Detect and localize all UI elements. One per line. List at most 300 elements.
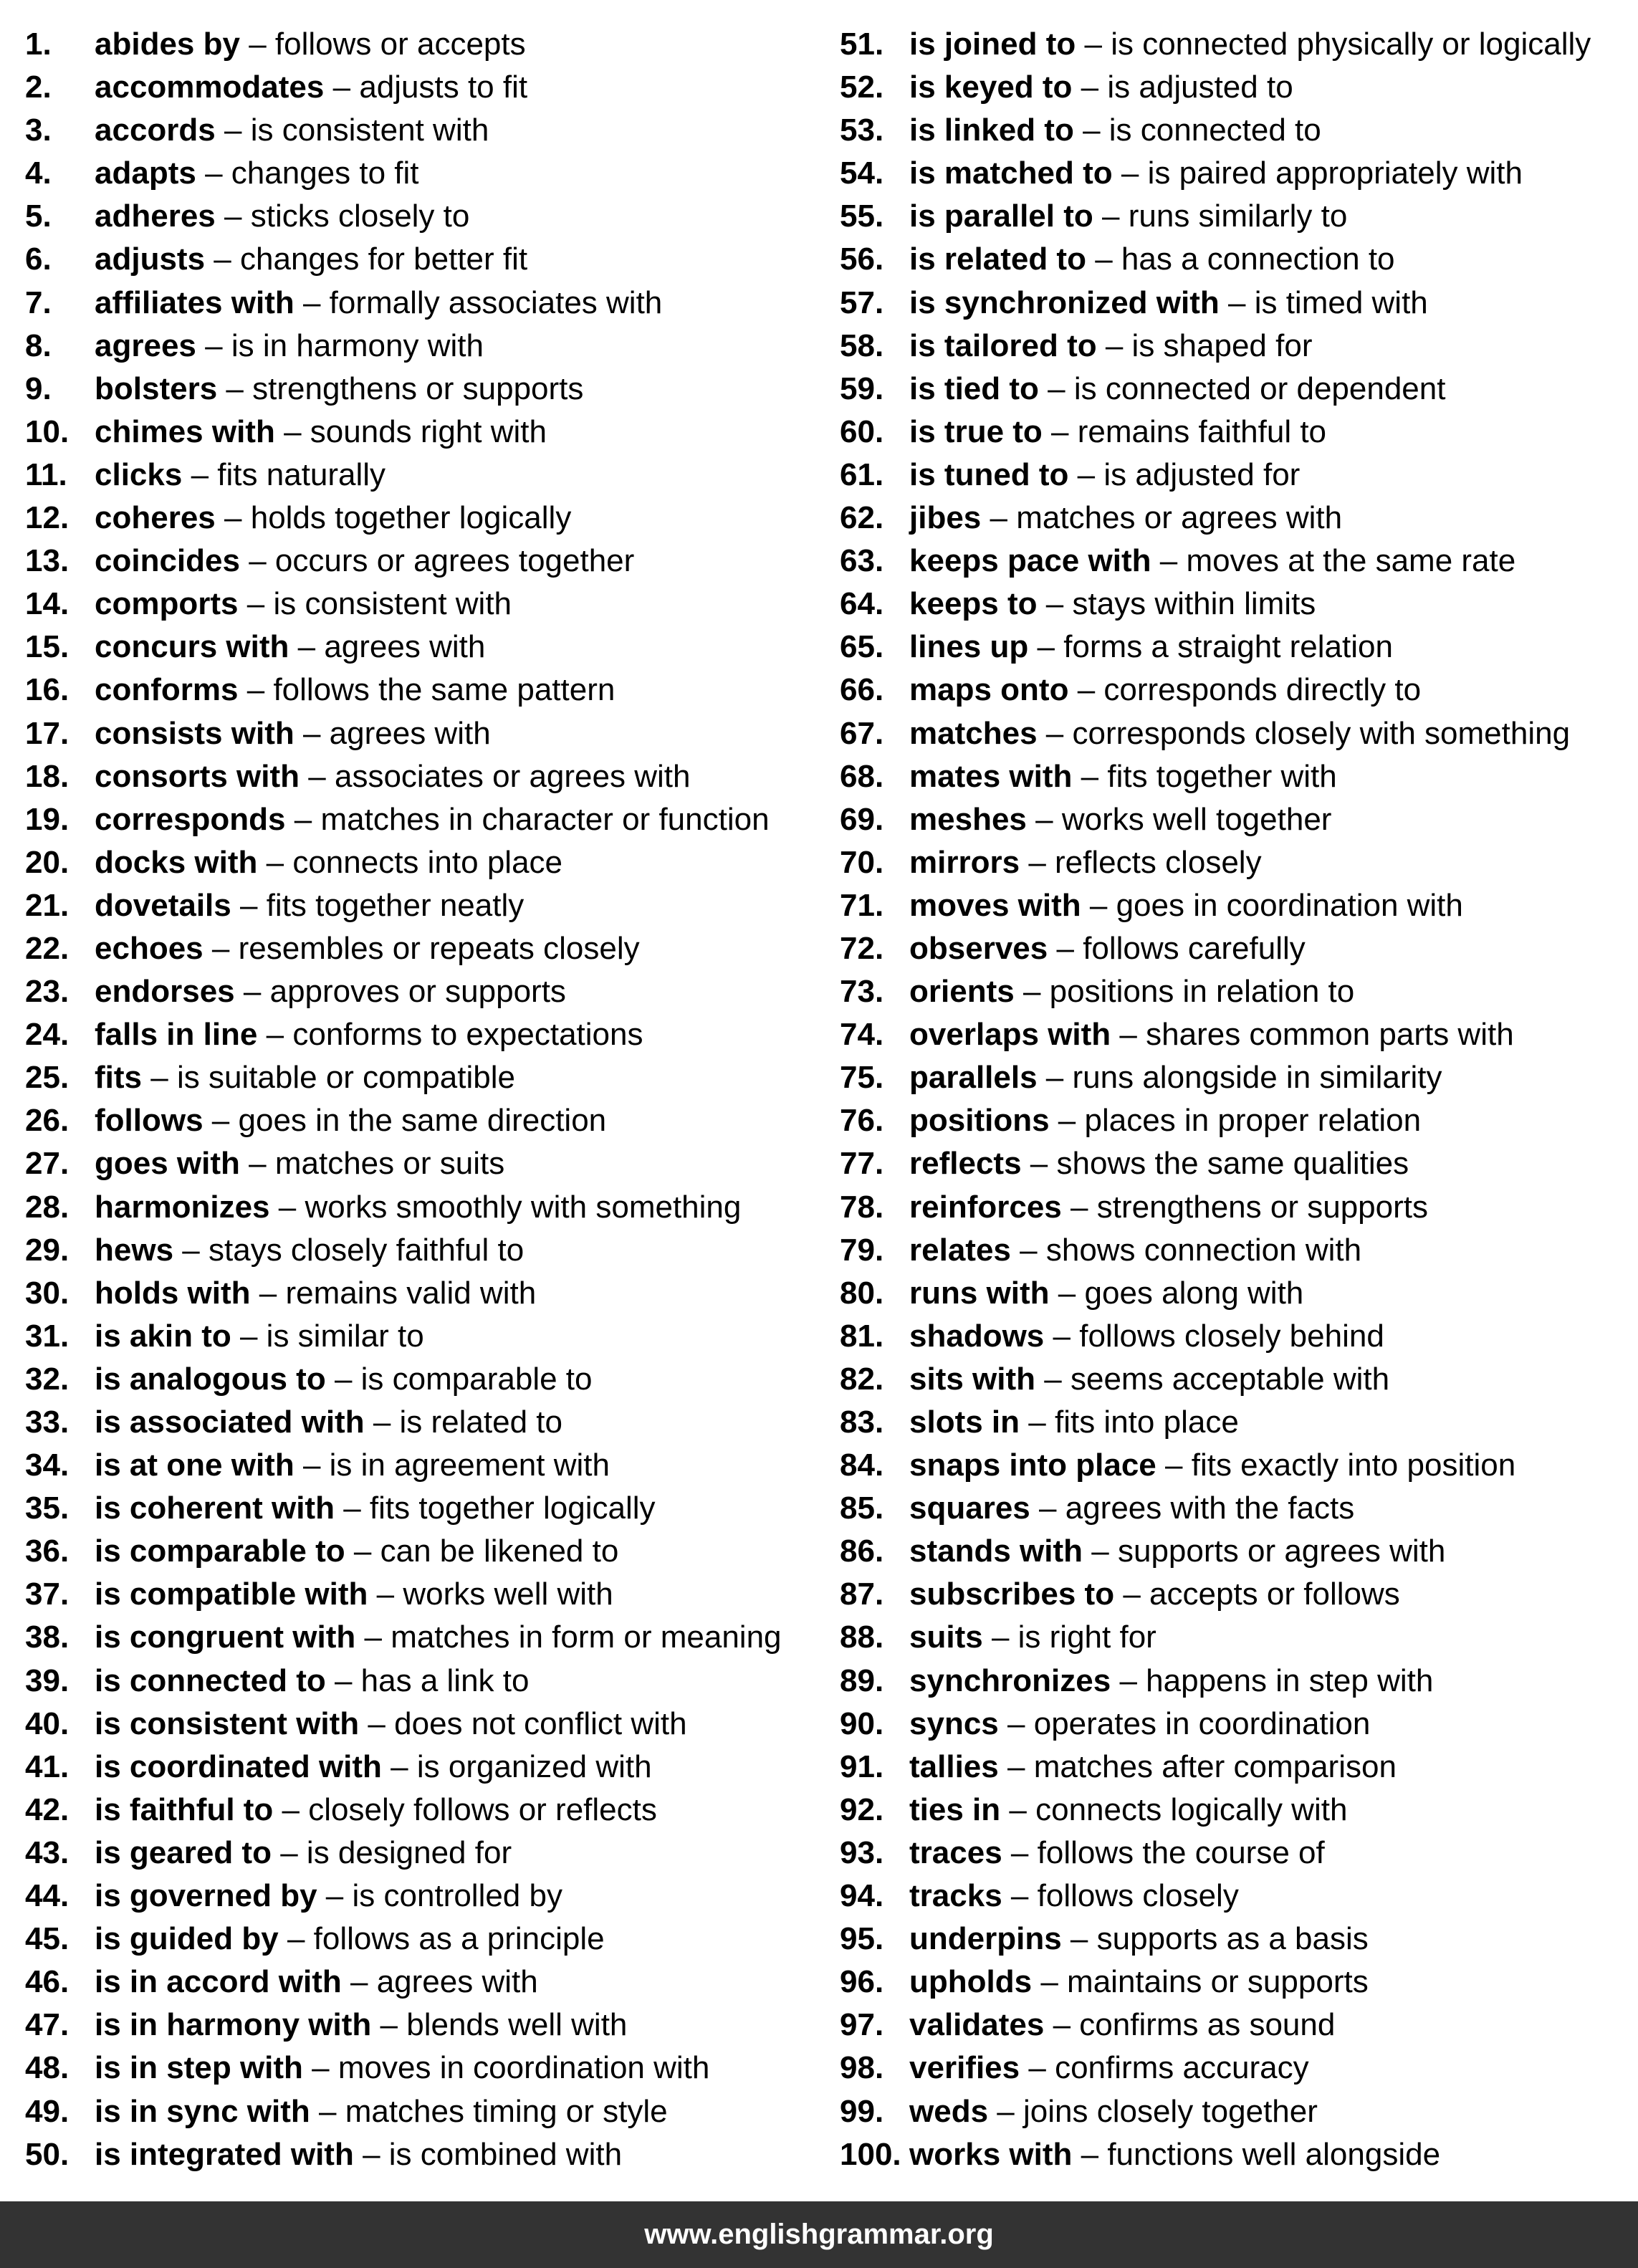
item-number: 57. — [840, 284, 884, 320]
right-column — [840, 23, 1635, 2176]
item-text — [95, 1099, 606, 1142]
item-term: is synchronized with — [909, 284, 1220, 320]
item-term: slots in — [909, 1405, 1020, 1440]
item-separator: – — [1081, 758, 1099, 794]
item-text — [95, 2004, 627, 2047]
item-number: 30. — [25, 1275, 70, 1311]
list-item — [25, 1099, 828, 1142]
item-term: is in accord with — [95, 1964, 342, 2000]
item-separator: – — [224, 500, 242, 536]
item-term: is guided by — [95, 1921, 279, 1957]
item-text — [95, 1961, 538, 2004]
item-number: 43. — [25, 1834, 70, 1870]
item-term: positions — [909, 1103, 1050, 1139]
item-number: 40. — [25, 1705, 70, 1741]
item-definition: joins closely together — [1023, 2093, 1318, 2129]
item-text — [95, 1832, 512, 1875]
item-text — [95, 970, 566, 1013]
item-definition: formally associates with — [329, 284, 663, 320]
item-separator: – — [246, 586, 265, 622]
item-text — [95, 23, 526, 66]
item-text — [909, 411, 1326, 454]
item-text — [95, 282, 662, 325]
list-item — [840, 2090, 1635, 2133]
item-separator: – — [239, 887, 258, 923]
list-item — [840, 411, 1635, 454]
list-item — [25, 626, 828, 669]
item-number: 20. — [25, 844, 70, 880]
item-term: mates with — [909, 758, 1073, 794]
item-number: 46. — [25, 1964, 70, 2000]
item-definition: stays closely faithful to — [209, 1232, 525, 1268]
item-term: goes with — [95, 1146, 240, 1182]
item-text — [95, 1573, 613, 1616]
item-term: snaps into place — [909, 1448, 1156, 1483]
item-definition: shows the same qualities — [1056, 1146, 1409, 1182]
item-text — [909, 66, 1293, 109]
item-number: 41. — [25, 1748, 70, 1784]
item-number: 24. — [25, 1017, 70, 1053]
item-term: reflects — [909, 1146, 1022, 1182]
item-text — [909, 1746, 1397, 1789]
list-item — [25, 411, 828, 454]
item-separator: – — [1070, 1921, 1088, 1957]
list-item — [840, 540, 1635, 583]
list-item — [25, 1444, 828, 1487]
item-separator: – — [1010, 1834, 1029, 1870]
list-item — [25, 497, 828, 540]
item-number: 31. — [25, 1318, 70, 1354]
item-number: 96. — [840, 1964, 884, 2000]
list-item — [840, 2047, 1635, 2090]
list-item — [840, 1832, 1635, 1875]
list-item — [840, 1358, 1635, 1401]
item-number: 48. — [25, 2050, 70, 2086]
item-separator: – — [182, 1232, 200, 1268]
item-text — [95, 1789, 657, 1832]
item-term: is comparable to — [95, 1533, 345, 1569]
item-separator: – — [278, 1189, 297, 1225]
item-term: dovetails — [95, 887, 231, 923]
item-term: is coordinated with — [95, 1748, 382, 1784]
item-text — [909, 368, 1445, 411]
item-number: 92. — [840, 1791, 884, 1827]
item-text — [95, 1401, 562, 1444]
item-separator: – — [1095, 241, 1113, 277]
list-item — [840, 712, 1635, 755]
item-number: 50. — [25, 2136, 70, 2172]
item-definition: matches in character or function — [320, 801, 770, 837]
item-definition: is combined with — [388, 2136, 623, 2172]
item-term: is in sync with — [95, 2093, 310, 2129]
item-text — [909, 1229, 1361, 1272]
item-definition: places in proper relation — [1084, 1103, 1422, 1139]
item-term: syncs — [909, 1705, 999, 1741]
item-number: 25. — [25, 1060, 70, 1096]
item-text — [909, 970, 1354, 1013]
item-separator: – — [380, 2007, 398, 2043]
item-term: harmonizes — [95, 1189, 270, 1225]
list-item — [25, 1013, 828, 1056]
item-definition: strengthens or supports — [252, 370, 584, 406]
list-item — [840, 1272, 1635, 1315]
list-item — [840, 1099, 1635, 1142]
item-text — [909, 2047, 1309, 2090]
list-item — [25, 1918, 828, 1961]
list-item — [25, 1530, 828, 1573]
list-item — [840, 1918, 1635, 1961]
item-text — [95, 1272, 536, 1315]
item-text — [909, 1789, 1347, 1832]
item-definition: goes along with — [1084, 1275, 1304, 1311]
item-separator: – — [1020, 1232, 1038, 1268]
item-text — [95, 109, 489, 152]
item-term: coheres — [95, 500, 216, 536]
item-definition: seems acceptable with — [1070, 1361, 1390, 1397]
item-term: mirrors — [909, 844, 1020, 880]
list-item — [25, 368, 828, 411]
item-number: 87. — [840, 1576, 884, 1612]
item-term: is integrated with — [95, 2136, 354, 2172]
item-definition: agrees with — [329, 715, 491, 751]
list-item — [25, 282, 828, 325]
item-number: 27. — [25, 1146, 70, 1182]
item-number: 77. — [840, 1146, 884, 1182]
item-text — [95, 411, 547, 454]
item-text — [909, 583, 1316, 626]
list-item — [25, 66, 828, 109]
item-definition: holds together logically — [250, 500, 572, 536]
list-item — [840, 927, 1635, 970]
item-separator: – — [373, 1405, 391, 1440]
item-separator: – — [282, 1791, 300, 1827]
item-term: consists with — [95, 715, 294, 751]
item-term: is compatible with — [95, 1576, 368, 1612]
item-number: 15. — [25, 629, 70, 665]
item-term: traces — [909, 1834, 1002, 1870]
list-item — [25, 1142, 828, 1185]
item-term: endorses — [95, 974, 235, 1010]
item-term: subscribes to — [909, 1576, 1115, 1612]
item-separator: – — [214, 241, 231, 277]
item-number: 100. — [840, 2136, 901, 2172]
item-term: reinforces — [909, 1189, 1062, 1225]
item-separator: – — [1102, 198, 1120, 234]
list-item — [840, 497, 1635, 540]
item-number: 21. — [25, 887, 70, 923]
item-definition: works well with — [403, 1576, 613, 1612]
list-item — [25, 970, 828, 1013]
item-definition: is connected physically or logically — [1111, 27, 1591, 62]
list-item — [840, 1703, 1635, 1746]
list-item — [25, 583, 828, 626]
item-term: abides by — [95, 27, 240, 62]
list-item — [25, 1272, 828, 1315]
item-text — [95, 1703, 687, 1746]
item-definition: is right for — [1017, 1619, 1156, 1655]
footer-url: www.englishgrammar.org — [644, 2219, 994, 2250]
item-definition: remains faithful to — [1077, 413, 1327, 449]
item-separator: – — [284, 413, 302, 449]
item-definition: agrees with — [324, 629, 486, 665]
item-definition: occurs or agrees together — [274, 543, 635, 579]
list-item — [840, 1487, 1635, 1530]
item-number: 34. — [25, 1448, 70, 1483]
item-text — [909, 23, 1591, 66]
item-definition: follows the same pattern — [273, 672, 616, 708]
item-number: 81. — [840, 1318, 884, 1354]
item-separator: – — [224, 198, 242, 234]
item-number: 76. — [840, 1103, 884, 1139]
item-term: squares — [909, 1491, 1030, 1526]
item-text — [95, 1530, 618, 1573]
item-text — [95, 1229, 524, 1272]
item-definition: forms a straight relation — [1063, 629, 1393, 665]
item-number: 56. — [840, 241, 884, 277]
item-separator: – — [1056, 930, 1074, 966]
item-number: 51. — [840, 27, 884, 62]
item-separator: – — [1081, 70, 1099, 105]
item-separator: – — [226, 370, 244, 406]
item-text — [909, 755, 1337, 798]
item-term: observes — [909, 930, 1048, 966]
item-term: is true to — [909, 413, 1043, 449]
item-number: 94. — [840, 1878, 884, 1914]
item-number: 59. — [840, 370, 884, 406]
item-definition: runs similarly to — [1128, 198, 1348, 234]
list-item — [840, 1746, 1635, 1789]
item-text — [95, 626, 485, 669]
item-term: is associated with — [95, 1405, 365, 1440]
item-term: is analogous to — [95, 1361, 326, 1397]
item-term: verifies — [909, 2050, 1020, 2086]
item-number: 79. — [840, 1232, 884, 1268]
item-separator: – — [205, 327, 223, 363]
list-item — [25, 884, 828, 927]
item-separator: – — [332, 70, 351, 105]
item-term: suits — [909, 1619, 983, 1655]
item-term: is keyed to — [909, 70, 1073, 105]
item-definition: supports or agrees with — [1117, 1533, 1446, 1569]
item-term: concurs with — [95, 629, 289, 665]
item-number: 98. — [840, 2050, 884, 2086]
item-text — [909, 1530, 1445, 1573]
item-number: 85. — [840, 1491, 884, 1526]
item-definition: shares common parts with — [1146, 1017, 1514, 1053]
item-number: 10. — [25, 413, 70, 449]
item-term: is akin to — [95, 1318, 231, 1354]
item-separator: – — [312, 2050, 330, 2086]
item-term: is coherent with — [95, 1491, 335, 1526]
item-term: underpins — [909, 1921, 1062, 1957]
item-number: 84. — [840, 1448, 884, 1483]
item-term: docks with — [95, 844, 258, 880]
item-definition: connects into place — [292, 844, 563, 880]
list-item — [840, 109, 1635, 152]
item-number: 47. — [25, 2007, 70, 2043]
item-definition: is timed with — [1254, 284, 1428, 320]
item-separator: – — [287, 1921, 305, 1957]
item-number: 22. — [25, 930, 70, 966]
item-number: 93. — [840, 1834, 884, 1870]
item-text — [95, 798, 770, 841]
list-item — [25, 109, 828, 152]
item-definition: corresponds directly to — [1103, 672, 1422, 708]
item-definition: matches timing or style — [345, 2093, 668, 2129]
item-definition: is connected or dependent — [1073, 370, 1446, 406]
item-text — [95, 1186, 741, 1229]
list-item — [840, 454, 1635, 497]
item-text — [909, 712, 1570, 755]
item-number: 62. — [840, 500, 884, 536]
item-text — [95, 884, 524, 927]
list-item — [25, 540, 828, 583]
item-definition: maintains or supports — [1067, 1964, 1369, 2000]
item-text — [909, 1444, 1515, 1487]
item-term: synchronizes — [909, 1662, 1111, 1698]
item-term: stands with — [909, 1533, 1083, 1569]
list-item — [840, 1616, 1635, 1659]
item-text — [95, 2133, 622, 2176]
item-definition: strengthens or supports — [1096, 1189, 1428, 1225]
item-term: works with — [909, 2136, 1073, 2172]
item-text — [909, 109, 1321, 152]
item-number: 9. — [25, 370, 52, 406]
item-definition: is similar to — [266, 1318, 424, 1354]
item-term: consorts with — [95, 758, 300, 794]
item-text — [95, 1487, 656, 1530]
item-definition: goes in coordination with — [1116, 887, 1463, 923]
item-definition: is shaped for — [1131, 327, 1313, 363]
item-definition: associates or agrees with — [334, 758, 691, 794]
item-separator: – — [266, 844, 284, 880]
item-separator: – — [1227, 284, 1246, 320]
list-item — [25, 1358, 828, 1401]
item-definition: is adjusted to — [1107, 70, 1293, 105]
item-separator: – — [1045, 715, 1064, 751]
item-term: matches — [909, 715, 1038, 751]
item-text — [95, 927, 640, 970]
item-number: 90. — [840, 1705, 884, 1741]
item-text — [95, 66, 527, 109]
item-term: accords — [95, 113, 216, 148]
list-item — [840, 970, 1635, 1013]
item-definition: happens in step with — [1146, 1662, 1434, 1698]
item-number: 35. — [25, 1491, 70, 1526]
item-definition: connects logically with — [1035, 1791, 1348, 1827]
list-item — [25, 195, 828, 238]
item-text — [95, 540, 634, 583]
item-separator: – — [1089, 887, 1108, 923]
item-number: 26. — [25, 1103, 70, 1139]
item-number: 95. — [840, 1921, 884, 1957]
item-term: adheres — [95, 198, 216, 234]
item-term: moves with — [909, 887, 1081, 923]
item-definition: does not conflict with — [394, 1705, 687, 1741]
item-definition: fits into place — [1054, 1405, 1239, 1440]
item-number: 88. — [840, 1619, 884, 1655]
item-number: 38. — [25, 1619, 70, 1655]
item-term: is parallel to — [909, 198, 1093, 234]
item-separator: – — [1058, 1275, 1076, 1311]
item-separator: – — [368, 1705, 385, 1741]
list-item — [840, 282, 1635, 325]
item-text — [95, 2047, 709, 2090]
list-item — [25, 841, 828, 884]
list-item — [840, 1961, 1635, 2004]
item-term: is tied to — [909, 370, 1039, 406]
item-text — [909, 540, 1515, 583]
item-text — [95, 669, 615, 712]
item-number: 33. — [25, 1405, 70, 1440]
item-number: 60. — [840, 413, 884, 449]
item-definition: is organized with — [416, 1748, 652, 1784]
item-definition: adjusts to fit — [359, 70, 528, 105]
item-separator: – — [334, 1662, 353, 1698]
item-number: 55. — [840, 198, 884, 234]
item-separator: – — [1123, 1576, 1141, 1612]
item-number: 28. — [25, 1189, 70, 1225]
item-separator: – — [376, 1576, 395, 1612]
item-separator: – — [1039, 1491, 1057, 1526]
list-item — [25, 325, 828, 368]
list-item — [840, 1660, 1635, 1703]
item-definition: agrees with the facts — [1065, 1491, 1355, 1526]
list-item — [840, 1229, 1635, 1272]
item-definition: confirms as sound — [1079, 2007, 1336, 2043]
item-text — [909, 195, 1347, 238]
item-separator: – — [364, 1619, 382, 1655]
left-column — [25, 23, 828, 2176]
item-definition: is designed for — [306, 1834, 512, 1870]
item-definition: is adjusted for — [1103, 456, 1301, 492]
list-item — [840, 884, 1635, 927]
item-term: maps onto — [909, 672, 1069, 708]
item-term: agrees — [95, 327, 196, 363]
item-number: 78. — [840, 1189, 884, 1225]
item-term: echoes — [95, 930, 203, 966]
item-definition: shows connection with — [1045, 1232, 1362, 1268]
item-text — [909, 497, 1342, 540]
item-number: 7. — [25, 284, 52, 320]
item-term: adjusts — [95, 241, 206, 277]
item-number: 42. — [25, 1791, 70, 1827]
item-separator: – — [1048, 370, 1065, 406]
item-number: 80. — [840, 1275, 884, 1311]
item-definition: approves or supports — [269, 974, 566, 1010]
item-definition: remains valid with — [285, 1275, 537, 1311]
item-number: 67. — [840, 715, 884, 751]
item-term: is related to — [909, 241, 1086, 277]
list-item — [25, 669, 828, 712]
item-text — [95, 1875, 562, 1918]
item-definition: functions well alongside — [1107, 2136, 1441, 2172]
item-separator: – — [1028, 2050, 1046, 2086]
item-term: follows — [95, 1103, 203, 1139]
item-definition: blends well with — [406, 2007, 628, 2043]
item-separator: – — [302, 715, 321, 751]
item-separator: – — [297, 629, 316, 665]
list-item — [840, 1315, 1635, 1358]
item-term: meshes — [909, 801, 1027, 837]
list-item — [840, 1530, 1635, 1573]
list-item — [840, 1875, 1635, 1918]
item-number: 37. — [25, 1576, 70, 1612]
item-text — [909, 454, 1300, 497]
list-item — [25, 755, 828, 798]
item-term: is faithful to — [95, 1791, 274, 1827]
item-definition: runs alongside in similarity — [1072, 1060, 1442, 1096]
